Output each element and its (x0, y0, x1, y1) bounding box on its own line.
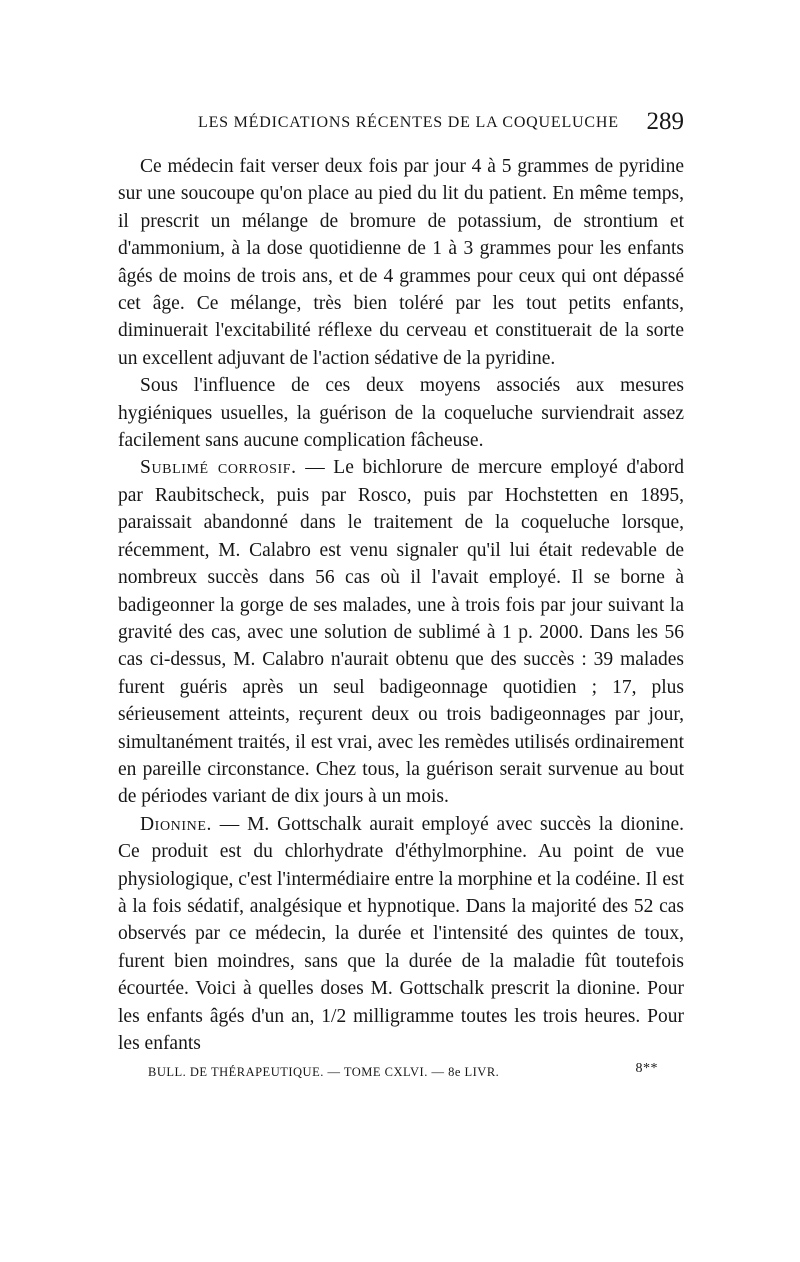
paragraph-pyridine-treatment (118, 153, 684, 372)
body-text (118, 153, 684, 1057)
paragraph-text: — M. Gottschalk aurait employé avec succès la dionine. Ce produit est du chlorhydrate d'éthylmorphine. Au point de vue physiologique, c'est l'intermédiaire entre la morphine et la codéine. Il est à la fois sédatif, analgésique et hypnotique. Dans la majorité des 52 cas observés par ce médecin, la durée et l'intensité des quintes de toux, furent bien moindres, sans que la durée de la maladie fût toutefois écourtée. Voici à quelles doses M. Gottschalk prescrit la dionine. Pour les enfants âgés d'un an, 1/2 milligramme toutes les trois heures. Pour les enfants (118, 813, 684, 1054)
running-title: LES MÉDICATIONS RÉCENTES DE LA COQUELUCHE (198, 114, 619, 131)
running-header (118, 108, 684, 144)
paragraph-dionine (118, 811, 684, 1058)
paragraph-text: Sous l'influence de ces deux moyens associés aux mesures hygiéniques usuelles, la guérison de la coqueluche surviendrait assez facilement sans aucune complication fâcheuse. (118, 375, 684, 452)
book-page (118, 108, 684, 1079)
paragraph-outcome (118, 372, 684, 454)
paragraph-text: Ce médecin fait verser deux fois par jour 4 à 5 grammes de pyridine sur une soucoupe qu'on place au pied du lit du patient. En même temps, il prescrit un mélange de bromure de potassium, de strontium et d'ammonium, à la dose quotidienne de 1 à 3 grammes pour les enfants âgés de moins de trois ans, et de 4 grammes pour ceux qui ont dépassé cet âge. Ce mélange, très bien toléré par les tout petits enfants, diminuerait l'excitabilité réflexe du cerveau et constituerait de la sorte un excellent adjuvant de l'action sédative de la pyridine. (118, 156, 684, 369)
journal-reference: BULL. DE THÉRAPEUTIQUE. — TOME CXLVI. — 8e LIVR. (148, 1065, 500, 1079)
page-footer (148, 1061, 658, 1080)
signature-mark: 8** (635, 1061, 658, 1076)
section-heading-dionine: Dionine. (140, 813, 212, 835)
page-number: 289 (646, 108, 684, 135)
section-heading-sublime: Sublimé corrosif. (140, 457, 297, 479)
paragraph-sublime-corrosif (118, 454, 684, 810)
paragraph-text: — Le bichlorure de mercure employé d'abord par Raubitscheck, puis par Rosco, puis par Hochstetten en 1895, paraissait abandonné dans le traitement de la coqueluche lorsque, récemment, M. Calabro est venu signaler qu'il lui était redevable de nombreux succès dans 56 cas où il l'avait employé. Il se borne à badigeonner la gorge de ses malades, une à trois fois par jour suivant la gravité des cas, avec une solution de sublimé à 1 p. 2000. Dans les 56 cas ci-dessus, M. Calabro n'aurait obtenu que des succès : 39 malades furent guéris après un seul badigeonnage quotidien ; 17, plus sérieusement atteints, reçurent deux ou trois badigeonnages par jour, simultanément traités, il est vrai, avec les remèdes utilisés ordinairement en pareille circonstance. Chez tous, la guérison serait survenue au bout de périodes variant de dix jours à un mois. (118, 457, 684, 808)
